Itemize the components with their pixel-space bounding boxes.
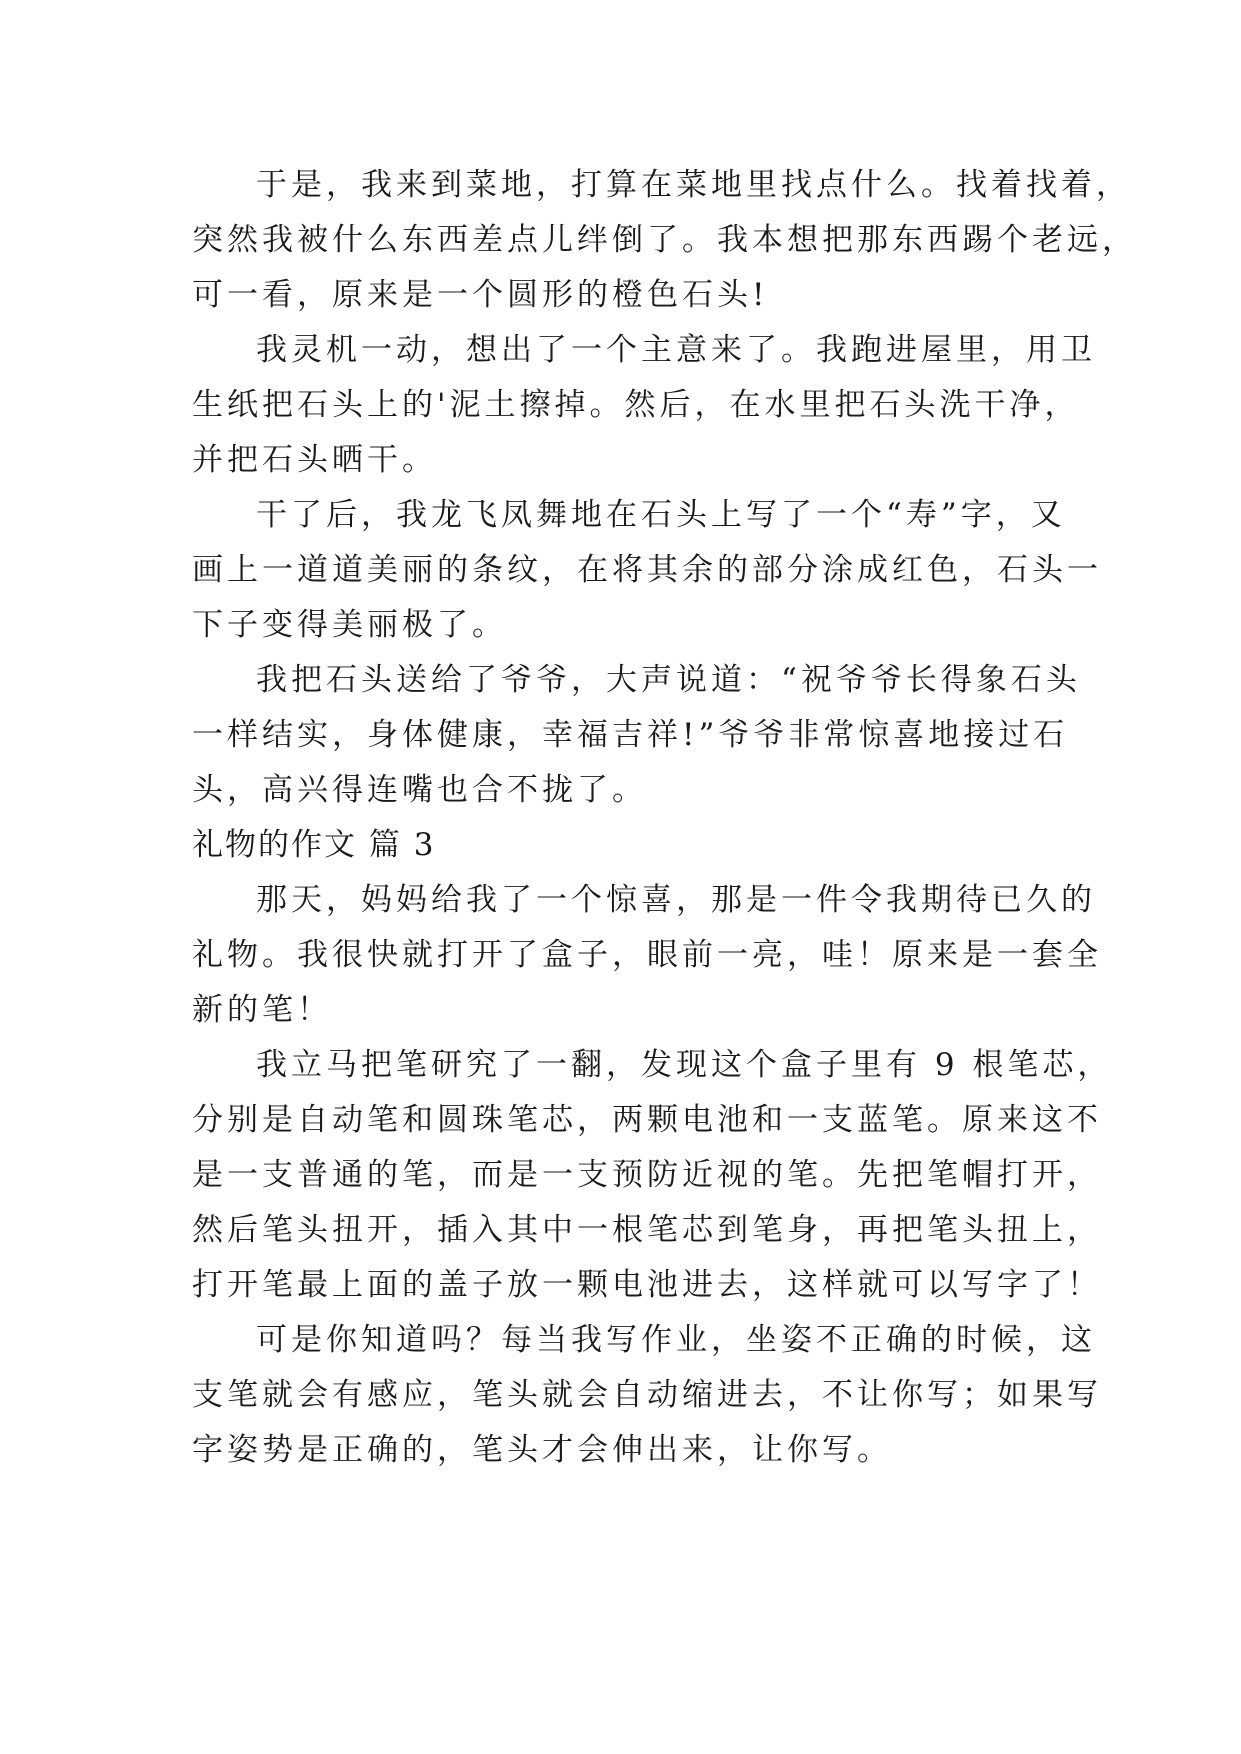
paragraph bbox=[192, 488, 1102, 653]
paragraph-line: 突然我被什么东西差点儿绊倒了。我本想把那东西踢个老远， bbox=[192, 222, 1137, 258]
paragraph bbox=[192, 158, 1137, 323]
paragraph-line: 是一支普通的笔，而是一支预防近视的笔。先把笔帽打开， bbox=[192, 1157, 1102, 1193]
article-body bbox=[192, 158, 1137, 1478]
paragraph bbox=[192, 1038, 1113, 1313]
paragraph-line: 一样结实，身体健康，幸福吉祥!”爷爷非常惊喜地接过石 bbox=[192, 717, 1069, 753]
paragraph bbox=[192, 323, 1096, 488]
paragraph-line: 头，高兴得连嘴也合不拢了。 bbox=[192, 772, 647, 808]
paragraph-line: 干了后，我龙飞凤舞地在石头上写了一个“寿”字，又 bbox=[256, 497, 1066, 533]
paragraph-line: 我立马把笔研究了一翻，发现这个盒子里有 9 根笔芯， bbox=[256, 1047, 1113, 1083]
paragraph-line: 并把石头晒干。 bbox=[192, 442, 437, 478]
paragraph-line: 字姿势是正确的，笔头才会伸出来，让你写。 bbox=[192, 1432, 892, 1468]
paragraph-line: 于是，我来到菜地，打算在菜地里找点什么。找着找着， bbox=[256, 167, 1131, 203]
paragraph-line: 打开笔最上面的盖子放一颗电池进去，这样就可以写字了！ bbox=[192, 1267, 1102, 1303]
paragraph-line: 我灵机一动，想出了一个主意来了。我跑进屋里，用卫 bbox=[256, 332, 1096, 368]
paragraph bbox=[192, 1313, 1102, 1478]
paragraph-line: 画上一道道美丽的条纹，在将其余的部分涂成红色，石头一 bbox=[192, 552, 1102, 588]
section-heading bbox=[192, 818, 1092, 873]
paragraph-line: 那天，妈妈给我了一个惊喜，那是一件令我期待已久的 bbox=[256, 882, 1096, 918]
paragraph-line: 分别是自动笔和圆珠笔芯，两颗电池和一支蓝笔。原来这不 bbox=[192, 1102, 1102, 1138]
paragraph-line: 新的笔！ bbox=[192, 992, 332, 1028]
section-heading-text: 礼物的作文 篇 3 bbox=[192, 827, 436, 863]
paragraph bbox=[192, 873, 1102, 1038]
paragraph-line: 然后笔头扭开，插入其中一根笔芯到笔身，再把笔头扭上， bbox=[192, 1212, 1102, 1248]
paragraph-line: 可一看，原来是一个圆形的橙色石头! bbox=[192, 277, 769, 313]
paragraph-line: 礼物。我很快就打开了盒子，眼前一亮，哇！原来是一套全 bbox=[192, 937, 1102, 973]
paragraph bbox=[192, 653, 1092, 818]
paragraph-line: 下子变得美丽极了。 bbox=[192, 607, 507, 643]
paragraph-line: 可是你知道吗？每当我写作业，坐姿不正确的时候，这 bbox=[256, 1322, 1096, 1358]
paragraph-line: 生纸把石头上的'泥土擦掉。然后，在水里把石头洗干净， bbox=[192, 387, 1080, 423]
paragraph-line: 支笔就会有感应，笔头就会自动缩进去，不让你写；如果写 bbox=[192, 1377, 1102, 1413]
paragraph-line: 我把石头送给了爷爷，大声说道：“祝爷爷长得象石头 bbox=[256, 662, 1081, 698]
